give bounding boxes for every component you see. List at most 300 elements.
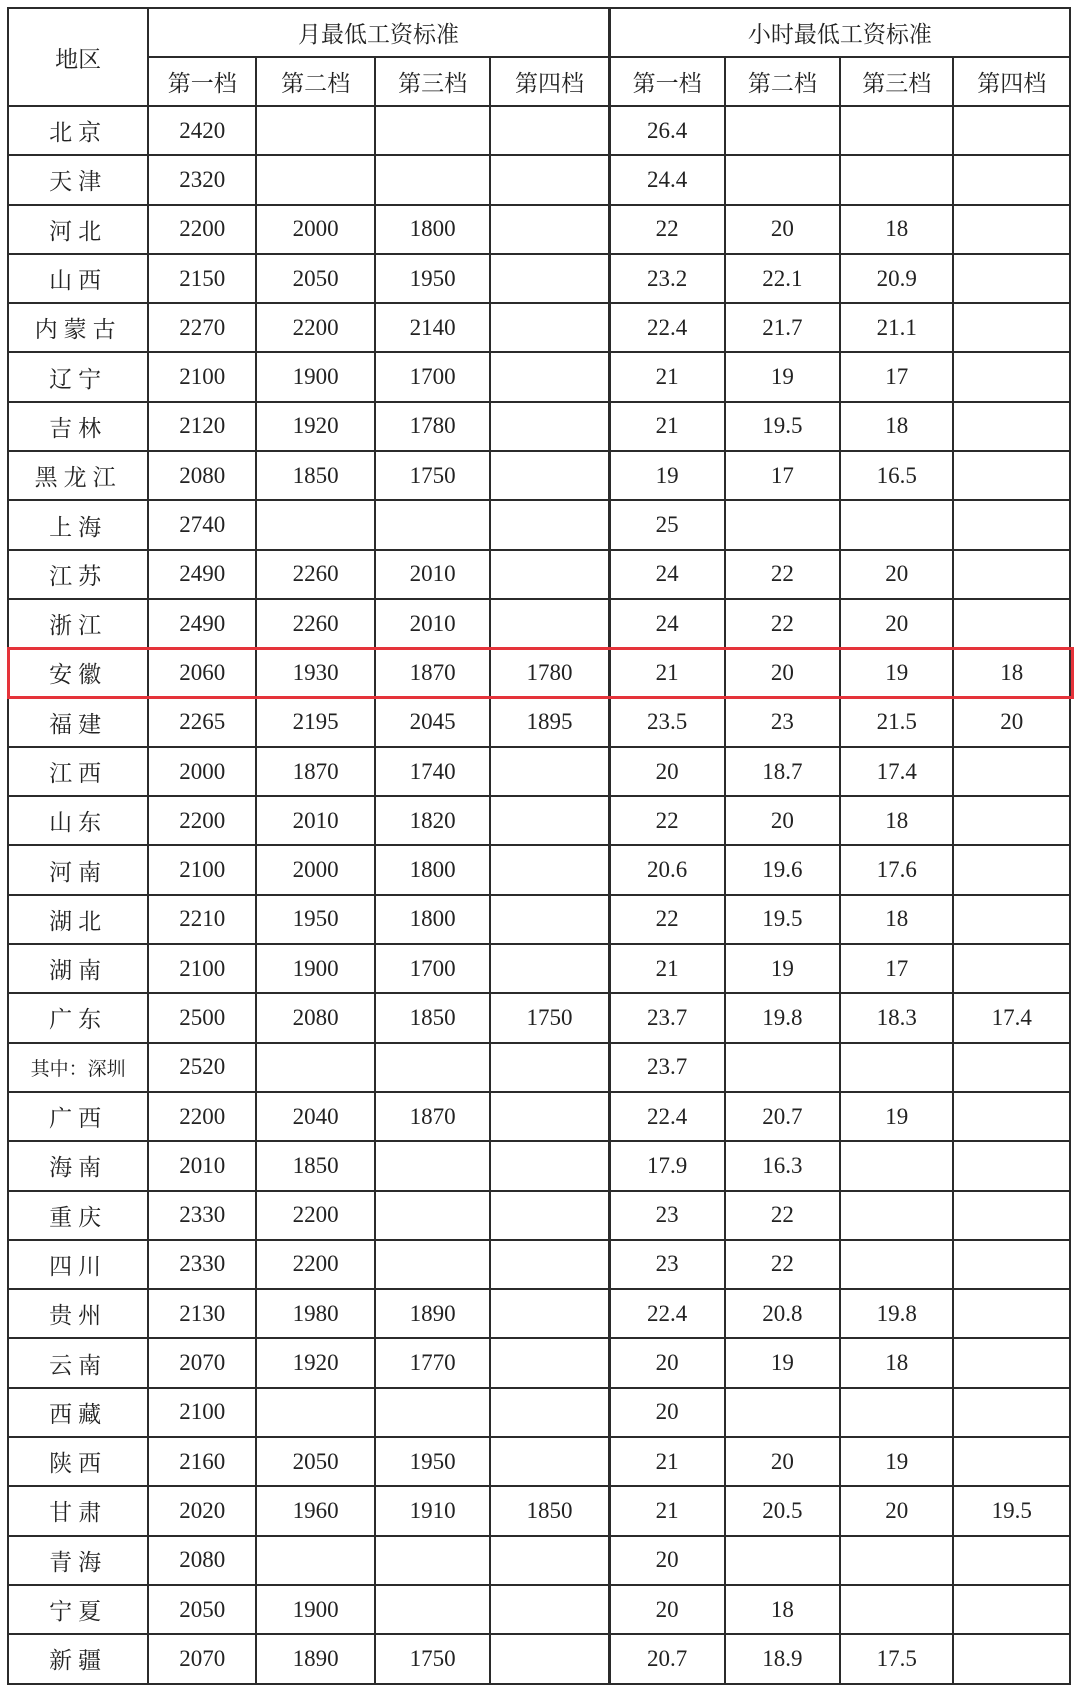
- hourly-tier-2-cell: 22: [725, 599, 840, 648]
- monthly-tier-2-cell: 2200: [256, 1191, 375, 1240]
- hourly-tier-2-cell: 18: [725, 1585, 840, 1634]
- hourly-tier-4-cell: [953, 1043, 1070, 1092]
- hourly-tier-4-cell: [953, 599, 1070, 648]
- hourly-tier-3-cell: 16.5: [840, 451, 953, 500]
- monthly-tier-4-cell: [490, 303, 609, 352]
- monthly-tier-2-cell: 2260: [256, 599, 375, 648]
- monthly-tier-2-cell: [256, 1388, 375, 1437]
- hourly-tier-2-cell: 20.7: [725, 1092, 840, 1141]
- table-row: [8, 1437, 1070, 1486]
- hourly-tier-3-cell: 18: [840, 205, 953, 254]
- monthly-tier-4-cell: [490, 205, 609, 254]
- monthly-tier-4-cell: 1780: [490, 648, 609, 697]
- table-row: [8, 1486, 1070, 1535]
- monthly-tier-1-header: 第一档: [148, 57, 256, 106]
- monthly-tier-4-cell: [490, 1585, 609, 1634]
- hourly-tier-3-cell: 21.5: [840, 698, 953, 747]
- monthly-tier-2-cell: 1850: [256, 451, 375, 500]
- monthly-tier-4-cell: [490, 895, 609, 944]
- monthly-tier-4-cell: [490, 402, 609, 451]
- monthly-tier-1-cell: 2100: [148, 845, 256, 894]
- monthly-tier-3-cell: 2140: [375, 303, 490, 352]
- monthly-tier-2-cell: 2050: [256, 254, 375, 303]
- hourly-tier-2-cell: 22: [725, 1191, 840, 1240]
- hourly-tier-3-header: 第三档: [840, 57, 953, 106]
- monthly-tier-2-cell: 2000: [256, 205, 375, 254]
- hourly-tier-1-cell: 22: [609, 205, 724, 254]
- monthly-tier-4-cell: [490, 254, 609, 303]
- monthly-tier-4-cell: [490, 451, 609, 500]
- hourly-tier-2-cell: 22: [725, 550, 840, 599]
- hourly-tier-1-cell: 20.7: [609, 1634, 724, 1683]
- table-row: [8, 1092, 1070, 1141]
- hourly-tier-3-cell: 18.3: [840, 993, 953, 1042]
- monthly-tier-4-cell: [490, 500, 609, 549]
- hourly-tier-1-cell: 23: [609, 1191, 724, 1240]
- monthly-tier-3-cell: 1800: [375, 845, 490, 894]
- monthly-tier-1-cell: 2500: [148, 993, 256, 1042]
- monthly-tier-4-cell: [490, 155, 609, 204]
- hourly-tier-1-cell: 23.7: [609, 1043, 724, 1092]
- monthly-tier-3-cell: [375, 1043, 490, 1092]
- monthly-tier-1-cell: 2740: [148, 500, 256, 549]
- monthly-tier-2-cell: 2080: [256, 993, 375, 1042]
- region-cell: 北京: [8, 106, 148, 155]
- monthly-tier-2-cell: [256, 1043, 375, 1092]
- table-row: [8, 1585, 1070, 1634]
- monthly-tier-4-cell: [490, 845, 609, 894]
- table-row: [8, 599, 1070, 648]
- monthly-tier-3-cell: 1950: [375, 1437, 490, 1486]
- hourly-tier-4-cell: [953, 1585, 1070, 1634]
- table-row: [8, 648, 1070, 697]
- hourly-tier-3-cell: [840, 1043, 953, 1092]
- hourly-tier-4-cell: [953, 944, 1070, 993]
- hourly-tier-4-cell: [953, 1240, 1070, 1289]
- monthly-tier-2-cell: 1890: [256, 1634, 375, 1683]
- monthly-tier-2-cell: 2200: [256, 303, 375, 352]
- table-row: [8, 1536, 1070, 1585]
- hourly-tier-1-cell: 21: [609, 352, 724, 401]
- hourly-tier-3-cell: 19: [840, 1092, 953, 1141]
- hourly-tier-4-cell: [953, 845, 1070, 894]
- hourly-tier-1-cell: 24.4: [609, 155, 724, 204]
- hourly-tier-4-cell: [953, 352, 1070, 401]
- monthly-tier-3-cell: 2010: [375, 599, 490, 648]
- monthly-tier-2-header: 第二档: [256, 57, 375, 106]
- hourly-tier-2-cell: 20: [725, 796, 840, 845]
- hourly-tier-3-cell: 20.9: [840, 254, 953, 303]
- hourly-tier-2-cell: [725, 500, 840, 549]
- hourly-tier-2-cell: 19: [725, 944, 840, 993]
- hourly-tier-1-cell: 20: [609, 1388, 724, 1437]
- monthly-tier-4-cell: [490, 1536, 609, 1585]
- hourly-tier-4-cell: [953, 1289, 1070, 1338]
- monthly-tier-4-cell: [490, 1437, 609, 1486]
- monthly-tier-2-cell: 1920: [256, 1338, 375, 1387]
- region-cell: 内蒙古: [8, 303, 148, 352]
- hourly-tier-1-cell: 25: [609, 500, 724, 549]
- monthly-tier-1-cell: 2080: [148, 1536, 256, 1585]
- region-header: 地区: [8, 8, 148, 106]
- hourly-tier-3-cell: 17: [840, 352, 953, 401]
- table-row: [8, 500, 1070, 549]
- region-cell: 宁夏: [8, 1585, 148, 1634]
- region-cell: 广西: [8, 1092, 148, 1141]
- hourly-tier-4-cell: 18: [953, 648, 1070, 697]
- table-row: [8, 1043, 1070, 1092]
- hourly-tier-2-cell: 20.5: [725, 1486, 840, 1535]
- table-row: [8, 352, 1070, 401]
- monthly-tier-1-cell: 2210: [148, 895, 256, 944]
- region-cell: 湖北: [8, 895, 148, 944]
- monthly-tier-2-cell: 2010: [256, 796, 375, 845]
- table-row: [8, 698, 1070, 747]
- hourly-tier-3-cell: 17.6: [840, 845, 953, 894]
- hourly-tier-2-cell: [725, 1536, 840, 1585]
- monthly-tier-4-cell: 1750: [490, 993, 609, 1042]
- hourly-tier-1-cell: 22.4: [609, 1092, 724, 1141]
- region-cell: 贵州: [8, 1289, 148, 1338]
- hourly-tier-4-cell: [953, 747, 1070, 796]
- monthly-tier-4-cell: [490, 106, 609, 155]
- monthly-tier-4-cell: [490, 1240, 609, 1289]
- hourly-tier-1-cell: 21: [609, 402, 724, 451]
- monthly-tier-3-cell: 1950: [375, 254, 490, 303]
- table-row: [8, 895, 1070, 944]
- monthly-tier-4-cell: 1850: [490, 1486, 609, 1535]
- hourly-tier-1-cell: 20: [609, 747, 724, 796]
- table-row: [8, 1634, 1070, 1683]
- monthly-tier-1-cell: 2200: [148, 796, 256, 845]
- monthly-tier-1-cell: 2420: [148, 106, 256, 155]
- hourly-tier-1-cell: 22: [609, 895, 724, 944]
- hourly-tier-1-cell: 20.6: [609, 845, 724, 894]
- table-row: [8, 402, 1070, 451]
- table-row: [8, 1388, 1070, 1437]
- monthly-tier-3-cell: 1870: [375, 1092, 490, 1141]
- monthly-tier-1-cell: 2200: [148, 1092, 256, 1141]
- hourly-tier-3-cell: 19.8: [840, 1289, 953, 1338]
- region-cell: 山西: [8, 254, 148, 303]
- hourly-tier-2-cell: [725, 1043, 840, 1092]
- hourly-tier-1-cell: 21: [609, 648, 724, 697]
- region-cell: 云南: [8, 1338, 148, 1387]
- monthly-tier-2-cell: [256, 155, 375, 204]
- monthly-tier-3-cell: 1750: [375, 451, 490, 500]
- monthly-tier-4-header: 第四档: [490, 57, 609, 106]
- monthly-tier-3-cell: [375, 106, 490, 155]
- monthly-tier-2-cell: 1850: [256, 1141, 375, 1190]
- hourly-tier-3-cell: 20: [840, 1486, 953, 1535]
- table-row: [8, 747, 1070, 796]
- region-cell: 海南: [8, 1141, 148, 1190]
- hourly-tier-3-cell: 20: [840, 599, 953, 648]
- hourly-tier-1-header: 第一档: [609, 57, 724, 106]
- table-row: [8, 1289, 1070, 1338]
- hourly-tier-2-cell: [725, 1388, 840, 1437]
- monthly-tier-1-cell: 2330: [148, 1191, 256, 1240]
- monthly-tier-1-cell: 2100: [148, 1388, 256, 1437]
- monthly-tier-2-cell: 2050: [256, 1437, 375, 1486]
- hourly-tier-4-cell: [953, 1437, 1070, 1486]
- hourly-tier-2-cell: 20.8: [725, 1289, 840, 1338]
- hourly-tier-2-header: 第二档: [725, 57, 840, 106]
- hourly-tier-4-cell: 17.4: [953, 993, 1070, 1042]
- monthly-tier-4-cell: [490, 352, 609, 401]
- table-row: [8, 451, 1070, 500]
- wage-table-wrapper: [7, 7, 1071, 1685]
- region-cell: 西藏: [8, 1388, 148, 1437]
- hourly-tier-1-cell: 20: [609, 1585, 724, 1634]
- monthly-tier-1-cell: 2020: [148, 1486, 256, 1535]
- monthly-tier-3-cell: 1890: [375, 1289, 490, 1338]
- region-cell: 山东: [8, 796, 148, 845]
- hourly-tier-1-cell: 17.9: [609, 1141, 724, 1190]
- hourly-tier-2-cell: [725, 106, 840, 155]
- hourly-tier-2-cell: 20: [725, 648, 840, 697]
- hourly-tier-3-cell: [840, 500, 953, 549]
- hourly-tier-1-cell: 23.7: [609, 993, 724, 1042]
- hourly-tier-4-cell: [953, 1191, 1070, 1240]
- monthly-tier-3-cell: 1740: [375, 747, 490, 796]
- monthly-tier-2-cell: 1930: [256, 648, 375, 697]
- hourly-tier-3-cell: 17: [840, 944, 953, 993]
- table-row: [8, 1240, 1070, 1289]
- hourly-tier-2-cell: 17: [725, 451, 840, 500]
- region-cell: 河北: [8, 205, 148, 254]
- hourly-tier-4-cell: [953, 303, 1070, 352]
- hourly-tier-3-cell: [840, 155, 953, 204]
- hourly-tier-1-cell: 20: [609, 1536, 724, 1585]
- monthly-wage-header: 月最低工资标准: [148, 8, 609, 57]
- monthly-tier-4-cell: [490, 1191, 609, 1240]
- monthly-tier-3-cell: [375, 1191, 490, 1240]
- monthly-tier-1-cell: 2150: [148, 254, 256, 303]
- hourly-tier-4-cell: [953, 205, 1070, 254]
- hourly-tier-1-cell: 24: [609, 550, 724, 599]
- hourly-tier-3-cell: 21.1: [840, 303, 953, 352]
- header-row-top: [8, 8, 1070, 57]
- hourly-tier-3-cell: [840, 1191, 953, 1240]
- monthly-tier-3-cell: [375, 1141, 490, 1190]
- hourly-tier-3-cell: [840, 106, 953, 155]
- hourly-tier-3-cell: 19: [840, 648, 953, 697]
- hourly-tier-3-cell: [840, 1141, 953, 1190]
- region-cell: 陕西: [8, 1437, 148, 1486]
- hourly-tier-4-header: 第四档: [953, 57, 1070, 106]
- region-cell: 江苏: [8, 550, 148, 599]
- monthly-tier-1-cell: 2120: [148, 402, 256, 451]
- hourly-tier-4-cell: [953, 1092, 1070, 1141]
- monthly-tier-3-cell: 1750: [375, 1634, 490, 1683]
- monthly-tier-2-cell: 1900: [256, 352, 375, 401]
- hourly-tier-2-cell: 20: [725, 1437, 840, 1486]
- monthly-tier-3-cell: 1770: [375, 1338, 490, 1387]
- monthly-tier-3-header: 第三档: [375, 57, 490, 106]
- hourly-tier-4-cell: [953, 155, 1070, 204]
- monthly-tier-2-cell: 1920: [256, 402, 375, 451]
- monthly-tier-1-cell: 2490: [148, 550, 256, 599]
- hourly-tier-3-cell: 19: [840, 1437, 953, 1486]
- monthly-tier-1-cell: 2160: [148, 1437, 256, 1486]
- monthly-tier-4-cell: [490, 1043, 609, 1092]
- region-cell: 天津: [8, 155, 148, 204]
- hourly-tier-3-cell: [840, 1240, 953, 1289]
- monthly-tier-2-cell: 2000: [256, 845, 375, 894]
- monthly-tier-4-cell: [490, 1338, 609, 1387]
- monthly-tier-3-cell: [375, 1585, 490, 1634]
- region-cell: 上海: [8, 500, 148, 549]
- hourly-tier-2-cell: 19: [725, 1338, 840, 1387]
- region-cell: 新疆: [8, 1634, 148, 1683]
- monthly-tier-3-cell: 1800: [375, 895, 490, 944]
- table-row: [8, 796, 1070, 845]
- region-cell: 湖南: [8, 944, 148, 993]
- hourly-tier-2-cell: 19.8: [725, 993, 840, 1042]
- hourly-tier-1-cell: 26.4: [609, 106, 724, 155]
- monthly-tier-1-cell: 2070: [148, 1634, 256, 1683]
- hourly-tier-4-cell: [953, 1338, 1070, 1387]
- hourly-tier-1-cell: 22: [609, 796, 724, 845]
- monthly-tier-3-cell: 2010: [375, 550, 490, 599]
- hourly-tier-4-cell: [953, 402, 1070, 451]
- hourly-tier-4-cell: [953, 500, 1070, 549]
- monthly-tier-2-cell: 2195: [256, 698, 375, 747]
- hourly-tier-2-cell: 19.5: [725, 895, 840, 944]
- monthly-tier-3-cell: [375, 155, 490, 204]
- table-row: [8, 993, 1070, 1042]
- monthly-tier-4-cell: [490, 1634, 609, 1683]
- hourly-tier-1-cell: 19: [609, 451, 724, 500]
- monthly-tier-4-cell: [490, 1141, 609, 1190]
- hourly-tier-2-cell: 23: [725, 698, 840, 747]
- minimum-wage-table: [7, 7, 1071, 1685]
- hourly-wage-header: 小时最低工资标准: [609, 8, 1070, 57]
- hourly-tier-3-cell: 18: [840, 1338, 953, 1387]
- hourly-tier-1-cell: 21: [609, 1486, 724, 1535]
- region-cell: 河南: [8, 845, 148, 894]
- region-cell: 青海: [8, 1536, 148, 1585]
- monthly-tier-4-cell: [490, 1092, 609, 1141]
- hourly-tier-3-cell: [840, 1585, 953, 1634]
- table-row: [8, 254, 1070, 303]
- monthly-tier-2-cell: [256, 106, 375, 155]
- monthly-tier-1-cell: 2000: [148, 747, 256, 796]
- monthly-tier-2-cell: 2260: [256, 550, 375, 599]
- monthly-tier-4-cell: [490, 747, 609, 796]
- monthly-tier-3-cell: 1820: [375, 796, 490, 845]
- monthly-tier-3-cell: 1700: [375, 944, 490, 993]
- hourly-tier-2-cell: 19.5: [725, 402, 840, 451]
- monthly-tier-2-cell: 2040: [256, 1092, 375, 1141]
- monthly-tier-3-cell: [375, 1388, 490, 1437]
- hourly-tier-2-cell: 22: [725, 1240, 840, 1289]
- table-row: [8, 106, 1070, 155]
- monthly-tier-3-cell: 1910: [375, 1486, 490, 1535]
- hourly-tier-1-cell: 21: [609, 944, 724, 993]
- region-cell: 重庆: [8, 1191, 148, 1240]
- monthly-tier-4-cell: 1895: [490, 698, 609, 747]
- table-row: [8, 1141, 1070, 1190]
- hourly-tier-4-cell: [953, 895, 1070, 944]
- monthly-tier-1-cell: 2100: [148, 352, 256, 401]
- hourly-tier-2-cell: 19: [725, 352, 840, 401]
- monthly-tier-1-cell: 2130: [148, 1289, 256, 1338]
- monthly-tier-2-cell: [256, 1536, 375, 1585]
- monthly-tier-1-cell: 2265: [148, 698, 256, 747]
- monthly-tier-3-cell: 1850: [375, 993, 490, 1042]
- hourly-tier-3-cell: 18: [840, 796, 953, 845]
- monthly-tier-2-cell: [256, 500, 375, 549]
- hourly-tier-1-cell: 24: [609, 599, 724, 648]
- monthly-tier-1-cell: 2010: [148, 1141, 256, 1190]
- hourly-tier-4-cell: [953, 254, 1070, 303]
- hourly-tier-3-cell: 18: [840, 402, 953, 451]
- monthly-tier-2-cell: 1900: [256, 944, 375, 993]
- region-cell: 甘肃: [8, 1486, 148, 1535]
- monthly-tier-3-cell: 1870: [375, 648, 490, 697]
- table-row: [8, 155, 1070, 204]
- monthly-tier-1-cell: 2490: [148, 599, 256, 648]
- monthly-tier-3-cell: 1800: [375, 205, 490, 254]
- hourly-tier-4-cell: 19.5: [953, 1486, 1070, 1535]
- table-row: [8, 550, 1070, 599]
- monthly-tier-1-cell: 2080: [148, 451, 256, 500]
- hourly-tier-3-cell: [840, 1388, 953, 1437]
- table-body: [8, 8, 1070, 1684]
- monthly-tier-4-cell: [490, 944, 609, 993]
- hourly-tier-3-cell: [840, 1536, 953, 1585]
- hourly-tier-3-cell: 17.4: [840, 747, 953, 796]
- hourly-tier-2-cell: 20: [725, 205, 840, 254]
- monthly-tier-1-cell: 2050: [148, 1585, 256, 1634]
- hourly-tier-2-cell: 21.7: [725, 303, 840, 352]
- hourly-tier-4-cell: [953, 1536, 1070, 1585]
- hourly-tier-3-cell: 18: [840, 895, 953, 944]
- monthly-tier-3-cell: [375, 1536, 490, 1585]
- monthly-tier-3-cell: 2045: [375, 698, 490, 747]
- hourly-tier-1-cell: 22.4: [609, 303, 724, 352]
- monthly-tier-4-cell: [490, 550, 609, 599]
- table-row: [8, 303, 1070, 352]
- region-cell: 江西: [8, 747, 148, 796]
- monthly-tier-3-cell: 1780: [375, 402, 490, 451]
- monthly-tier-1-cell: 2330: [148, 1240, 256, 1289]
- hourly-tier-4-cell: [953, 451, 1070, 500]
- hourly-tier-2-cell: 19.6: [725, 845, 840, 894]
- region-cell: 福建: [8, 698, 148, 747]
- hourly-tier-2-cell: 22.1: [725, 254, 840, 303]
- region-cell: 其中：深圳: [8, 1043, 148, 1092]
- monthly-tier-3-cell: [375, 1240, 490, 1289]
- monthly-tier-4-cell: [490, 1289, 609, 1338]
- hourly-tier-2-cell: 18.9: [725, 1634, 840, 1683]
- monthly-tier-3-cell: [375, 500, 490, 549]
- hourly-tier-1-cell: 20: [609, 1338, 724, 1387]
- hourly-tier-4-cell: [953, 1634, 1070, 1683]
- monthly-tier-4-cell: [490, 1388, 609, 1437]
- table-row: [8, 1338, 1070, 1387]
- header-row-tiers: [8, 57, 1070, 106]
- hourly-tier-2-cell: [725, 155, 840, 204]
- hourly-tier-1-cell: 21: [609, 1437, 724, 1486]
- hourly-tier-2-cell: 16.3: [725, 1141, 840, 1190]
- monthly-tier-1-cell: 2070: [148, 1338, 256, 1387]
- table-row: [8, 845, 1070, 894]
- hourly-tier-2-cell: 18.7: [725, 747, 840, 796]
- hourly-tier-4-cell: 20: [953, 698, 1070, 747]
